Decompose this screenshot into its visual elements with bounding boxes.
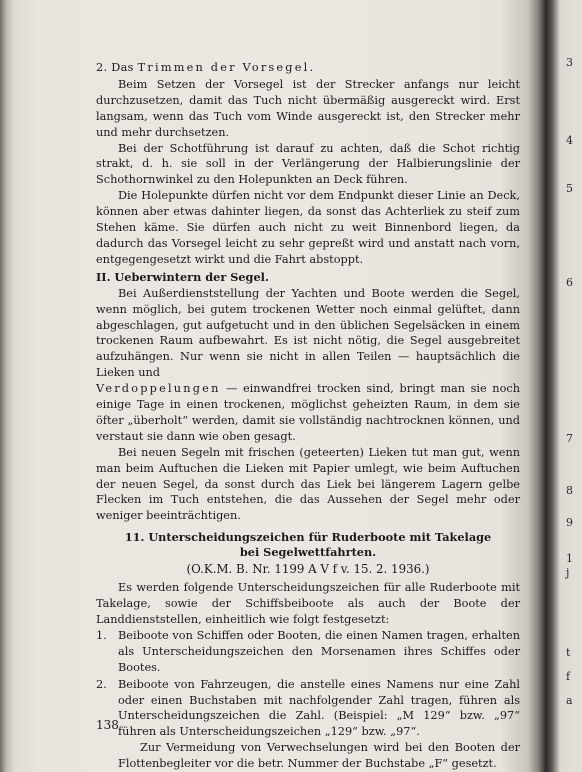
marking-rules-list <box>96 628 520 772</box>
facing-page-fragment: 1 <box>566 552 573 565</box>
facing-page-fragment: j <box>566 566 570 579</box>
list-item-number: 1. <box>96 628 107 642</box>
section-11-title <box>96 530 520 560</box>
list-item-text: Beiboote von Schiffen oder Booten, die einen Namen tragen, erhalten als Unterscheidungszeichen den Morsenamen ihres Schiffes oder Bootes. <box>118 628 520 674</box>
facing-page-fragment: a <box>566 694 573 707</box>
section-11-reference: (O.K.M. B. Nr. 1199 A V f v. 15. 2. 1936.) <box>186 562 430 577</box>
list-item-continuation: Zur Vermeidung von Verwechselungen wird bei den Booten der Flottenbegleiter vor die betr. Nummer der Buchstabe „F“ gesetzt. <box>118 741 520 771</box>
list-item <box>96 677 520 772</box>
section-ii-paragraph <box>96 286 520 445</box>
section-ii-paragraph: Bei neuen Segeln mit frischen (geteerten) Lieken tut man gut, wenn man beim Auftuchen die Lieken mit Papier umlegt, wie beim Auftuchen der neuen Segel, da sonst durch das Liek bei längerem Lagern gelbe Flecken im Tuch entstehen, die das Aussehen der Segel mehr oder weniger beeinträchtigen. <box>96 445 520 523</box>
section-ii-text-start: Bei Außerdienststellung der Yachten und Boote werden die Segel, wenn möglich, bei gutem trockenen Wetter noch einmal gelüftet, dann abgeschlagen, gut aufgetucht und in den üblichen Segelsäcken in einem trockenen Raum aufbewahrt. Es ist nicht nötig, die Segel ausgebreitet aufzuhängen. Nur wenn sie nicht in allen Teilen — hauptsächlich die Lieken und <box>96 286 520 380</box>
facing-page-fragment: 6 <box>566 276 573 289</box>
section-2-paragraph: Beim Setzen der Vorsegel ist der Strecker anfangs nur leicht durchzusetzen, damit das Tuch nicht übermäßig ausgereckt wird. Erst langsam, wenn das Tuch vom Winde ausgereckt ist, den Strecker mehr und mehr durchsetzen. <box>96 77 520 139</box>
list-item <box>96 628 520 676</box>
facing-page-fragment: 9 <box>566 516 573 529</box>
facing-page-fragment: 7 <box>566 432 573 445</box>
section-ii-spaced-word: Verdoppelungen <box>96 382 221 396</box>
facing-page-fragment: 8 <box>566 484 573 497</box>
list-item-text: Beiboote von Fahrzeugen, die anstelle eines Namens nur eine Zahl oder einen Buchstaben mit nachfolgender Zahl tragen, führen als Unterscheidungszeichen die Zahl. (Beispiel: „M 129“ bzw. „97“ führen als Unterscheidungszeichen „129“ bzw. „97“. <box>118 677 520 739</box>
facing-page-fragment: 3 <box>566 56 573 69</box>
facing-page-fragment: 4 <box>566 134 573 147</box>
facing-page-fragment: t <box>566 646 571 659</box>
facing-page-fragment: 5 <box>566 182 573 195</box>
book-page-text <box>96 60 520 771</box>
page-number: 138 <box>96 718 119 732</box>
section-11-title-line-2: bei Segelwettfahrten. <box>239 545 377 560</box>
section-2-paragraph: Die Holepunkte dürfen nicht vor dem Endpunkt dieser Linie an Deck, können aber etwas dahinter liegen, da sonst das Achterliek zu steif zum Stehen käme. Sie dürfen auch nicht zu weit Binnenbord liegen, da dadurch das Vorsegel leicht zu sehr gepreßt wird und anstatt nach vorn, entgegengesetzt wirkt und die Fahrt abstoppt. <box>96 189 520 266</box>
section-11-title-line-1: 11. Unterscheidungszeichen für Ruderboote mit Takelage <box>124 530 492 545</box>
section-11-intro: Es werden folgende Unterscheidungszeichen für alle Ruderboote mit Takelage, sowie der Schiffsbeiboote als auch der Boote der Landdienststellen, einheitlich wie folgt festgesetzt: <box>96 581 520 626</box>
section-ii-heading: II. Ueberwintern der Segel. <box>96 269 269 284</box>
section-2-paragraph: Bei der Schotführung ist darauf zu achten, daß die Schot richtig strakt, d. h. sie soll in der Verlängerung der Halbierungslinie der Schothornwinkel zu den Holepunkten an Deck führen. <box>96 141 520 187</box>
facing-page-fragment: f <box>566 670 571 683</box>
list-item-number: 2. <box>96 677 107 691</box>
section-2-title: Trimmen der Vorsegel. <box>137 61 316 74</box>
section-2-heading <box>96 60 520 76</box>
section-2-number: 2. Das <box>96 61 134 74</box>
section-ii-text-end: — einwandfrei trocken sind, bringt man sie noch einige Tage in einen trockenen, möglichst geheizten Raum, in dem sie öfter „überholt“ werden, damit sie vollständig nachtrocknen können, und verstaut sie dann wie oben gesagt. <box>96 382 520 443</box>
